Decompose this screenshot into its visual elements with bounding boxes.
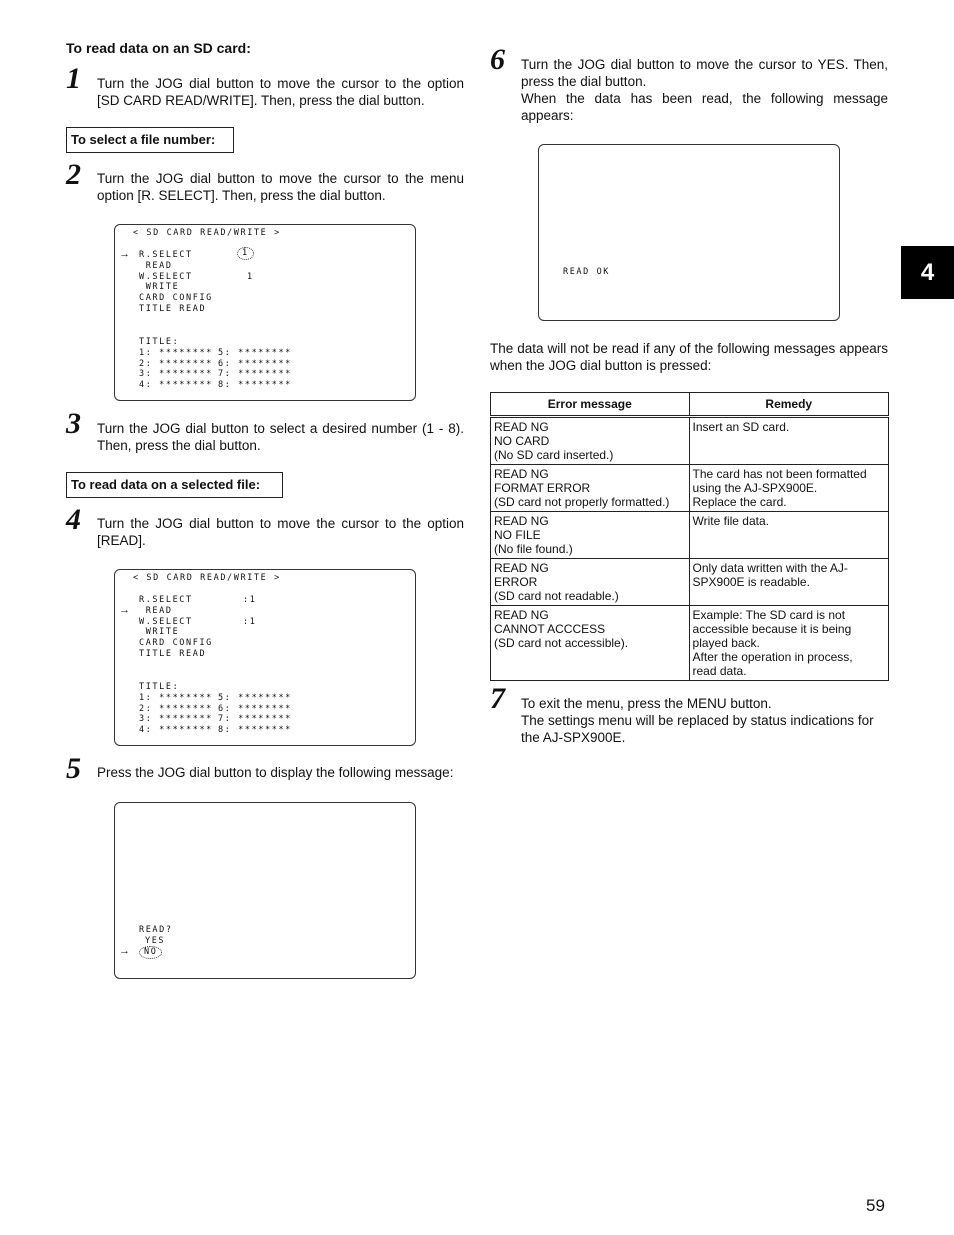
menu-item-r-select: R.SELECT [139, 250, 193, 260]
subhead-select-file: To select a file number: [66, 127, 234, 153]
error-line: (No SD card inserted.) [494, 448, 614, 462]
title-slot-8: 8: ******** [218, 725, 292, 735]
error-line: (No file found.) [494, 542, 573, 556]
menu-item-card-config: CARD CONFIG [139, 293, 213, 303]
step-7-line-1: To exit the menu, press the MENU button. [521, 696, 772, 711]
menu-item-read: READ [139, 261, 173, 271]
title-slot-4: 4: ******** [139, 380, 213, 390]
header-error-message: Error message [491, 393, 690, 417]
title-slot-5: 5: ******** [218, 348, 292, 358]
menu-screen-r-select [114, 224, 416, 401]
step-7-line-2: The settings menu will be replaced by status indications for the AJ-SPX900E. [521, 713, 874, 745]
error-line: ERROR [494, 575, 538, 589]
option-no-blinking: NO [139, 946, 162, 959]
remedy-line: The card has not been formatted [692, 467, 867, 481]
remedy-line: read data. [692, 664, 747, 678]
screen-header: < SD CARD READ/WRITE > [133, 228, 281, 238]
step-1-text: Turn the JOG dial button to move the cursor to the option [SD CARD READ/WRITE]. Then, press the dial button. [97, 76, 464, 108]
step-number-5: 5 [66, 752, 81, 785]
error-line: FORMAT ERROR [494, 481, 591, 495]
error-table [490, 392, 889, 681]
error-message-cell [491, 465, 690, 512]
title-slot-6: 6: ******** [218, 359, 292, 369]
menu-item-w-select: W.SELECT [139, 272, 193, 282]
remedy-line: Write file data. [692, 514, 769, 528]
title-label: TITLE: [139, 682, 180, 692]
header-remedy: Remedy [689, 393, 888, 417]
remedy-cell [689, 465, 888, 512]
step-7-text [521, 695, 888, 746]
error-message-cell [491, 559, 690, 606]
read-confirm-screen [114, 802, 416, 979]
title-slot-1: 1: ******** [139, 348, 213, 358]
step-number-6: 6 [490, 43, 505, 76]
error-line: READ NG [494, 420, 549, 434]
error-line: NO CARD [494, 434, 550, 448]
menu-item-w-select: W.SELECT [139, 617, 193, 627]
menu-item-write: WRITE [139, 627, 180, 637]
step-6-text [521, 56, 888, 124]
table-row [491, 559, 889, 606]
remedy-line: accessible because it is being [692, 622, 852, 636]
table-header-row [491, 393, 889, 417]
section-title: To read data on an SD card: [66, 40, 251, 56]
remedy-line: Only data written with the AJ- [692, 561, 848, 575]
step-number-3: 3 [66, 407, 81, 440]
step-number-7: 7 [490, 682, 505, 715]
title-slot-3: 3: ******** [139, 369, 213, 379]
r-select-value-blinking: 1 [237, 247, 254, 260]
step-4-text: Turn the JOG dial button to move the cursor to the option [READ]. [97, 516, 464, 548]
menu-item-read: READ [139, 606, 173, 616]
error-message-cell [491, 606, 690, 681]
error-line: READ NG [494, 608, 549, 622]
remedy-cell [689, 417, 888, 465]
remedy-line: After the operation in process, [692, 650, 853, 664]
title-slot-7: 7: ******** [218, 714, 292, 724]
r-select-value: :1 [243, 595, 257, 605]
table-row [491, 606, 889, 681]
remedy-line: SPX900E is readable. [692, 575, 810, 589]
cursor-arrow: → [119, 604, 130, 616]
menu-item-write: WRITE [139, 282, 180, 292]
remedy-line: Replace the card. [692, 495, 787, 509]
menu-item-r-select: R.SELECT [139, 595, 193, 605]
intro-text: The data will not be read if any of the following messages appears when the JOG dial button is pressed: [490, 341, 888, 373]
remedy-line: Insert an SD card. [692, 420, 790, 434]
menu-item-card-config: CARD CONFIG [139, 638, 213, 648]
error-line: READ NG [494, 467, 549, 481]
step-6-line-1: Turn the JOG dial button to move the cursor to YES. Then, press the dial button. [521, 57, 888, 89]
screen-header: < SD CARD READ/WRITE > [133, 573, 281, 583]
w-select-value: 1 [247, 272, 254, 282]
remedy-line: played back. [692, 636, 760, 650]
w-select-value: :1 [243, 617, 257, 627]
step-number-4: 4 [66, 503, 81, 536]
error-line: READ NG [494, 561, 549, 575]
step-6-line-2: When the data has been read, the following message appears: [521, 91, 888, 123]
title-slot-2: 2: ******** [139, 704, 213, 714]
chapter-tab: 4 [901, 246, 954, 299]
title-slot-5: 5: ******** [218, 693, 292, 703]
cursor-arrow: → [119, 248, 130, 260]
subhead-read-selected: To read data on a selected file: [66, 472, 283, 498]
menu-item-title-read: TITLE READ [139, 304, 207, 314]
error-line: CANNOT ACCCESS [494, 622, 606, 636]
error-line: (SD card not properly formatted.) [494, 495, 670, 509]
remedy-cell [689, 512, 888, 559]
title-slot-2: 2: ******** [139, 359, 213, 369]
title-slot-7: 7: ******** [218, 369, 292, 379]
step-number-1: 1 [66, 62, 81, 95]
remedy-line: Example: The SD card is not [692, 608, 846, 622]
title-slot-3: 3: ******** [139, 714, 213, 724]
error-message-cell [491, 512, 690, 559]
table-row [491, 512, 889, 559]
cursor-arrow: → [119, 945, 130, 957]
remedy-cell [689, 559, 888, 606]
page-number: 59 [866, 1196, 885, 1215]
remedy-line: using the AJ-SPX900E. [692, 481, 818, 495]
error-line: READ NG [494, 514, 549, 528]
error-line: NO FILE [494, 528, 541, 542]
table-row [491, 465, 889, 512]
title-slot-1: 1: ******** [139, 693, 213, 703]
title-slot-4: 4: ******** [139, 725, 213, 735]
step-number-2: 2 [66, 158, 81, 191]
title-slot-6: 6: ******** [218, 704, 292, 714]
menu-item-title-read: TITLE READ [139, 649, 207, 659]
read-ok-screen [538, 144, 840, 321]
table-row [491, 417, 889, 465]
error-line: (SD card not accessible). [494, 636, 629, 650]
remedy-cell [689, 606, 888, 681]
error-line: (SD card not readable.) [494, 589, 619, 603]
step-5-text: Press the JOG dial button to display the following message: [97, 765, 454, 780]
title-slot-8: 8: ******** [218, 380, 292, 390]
step-2-text: Turn the JOG dial button to move the cursor to the menu option [R. SELECT]. Then, press the dial button. [97, 171, 464, 203]
error-message-cell [491, 417, 690, 465]
menu-screen-read [114, 569, 416, 746]
read-prompt: READ? [139, 925, 173, 935]
option-yes: YES [145, 936, 166, 946]
step-3-text: Turn the JOG dial button to select a desired number (1 - 8). Then, press the dial button. [97, 421, 464, 453]
read-ok-message: READ OK [563, 267, 611, 277]
title-label: TITLE: [139, 337, 180, 347]
